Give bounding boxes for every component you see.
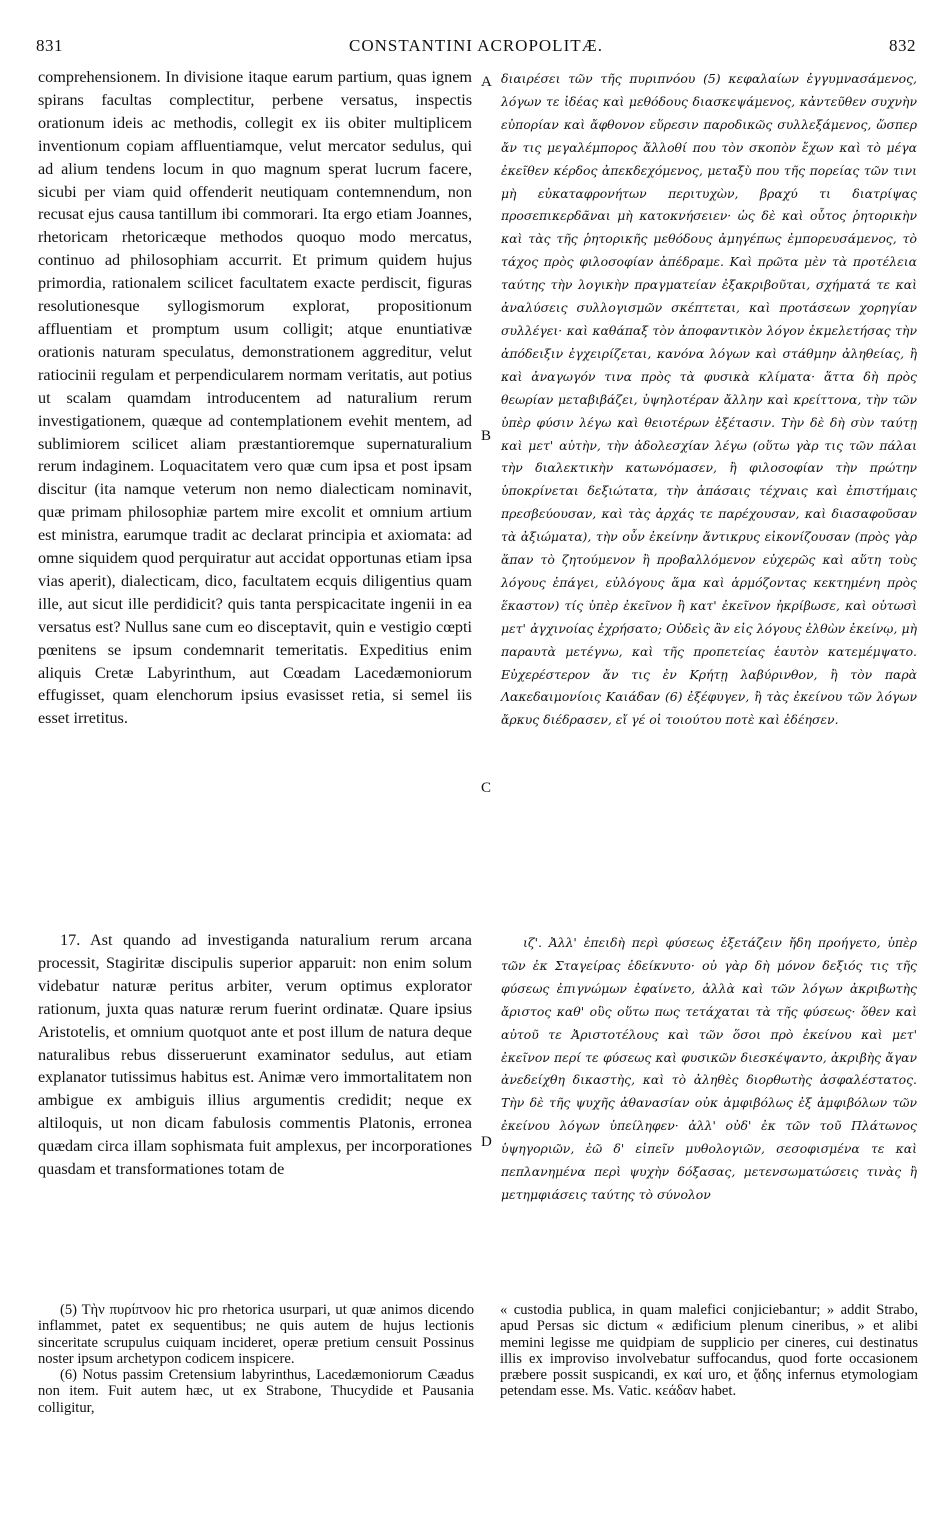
footnote-6-continued: « custodia publica, in quam malefici conjiciebantur; » addit Strabo, apud Persas sic dictum « ædificium plenum cineribus, » et alibi memini legisse me quidpiam de supplicio per cineres, cui destinatus illis ex improviso involvebatur suffocandus, quod forte occasionem præbere possit suspicandi, ex καί uro, et ᾅδης infernus etymologiam petendam esse. Ms. Vatic. κεάδαν habet. [500,1302,918,1400]
margin-letter-b: B [481,428,492,444]
margin-letter-d: D [481,1134,492,1150]
footnotes-right [500,1302,918,1400]
margin-letter-a: A [481,74,492,90]
latin-column-main [38,66,472,730]
greek-column-main [501,68,917,732]
page-number-left: 831 [36,36,63,55]
footnote-5: (5) Τὴν πυρίπνοον hic pro rhetorica usurpari, ut quæ animos dicendo inflammet, patet ex sequentibus; ne quis autem de hujus lectionis sinceritate scrupulus cuiquam incideret, operæ pretium censuit Possinus noster ipsum archetypon codicem inspicere. [38,1302,474,1367]
greek-section-17: ιζ'. Ἀλλ' ἐπειδὴ περὶ φύσεως ἐξετάζειν ἤδη προήγετο, ὑπὲρ τῶν ἐκ Σταγείρας ἐδείκνυτο· οὐ γὰρ δὴ μόνον δεξιός τις τῆς φύσεως ἐπιγνώμων ἐφαίνετο, ἀλλὰ καὶ τῶν λόγων ἀκριβωτὴς ἄριστος καθ' οὓς οὕτω πως τετάχαται τὰ τῆς φύσεως· ὅθεν καὶ αὐτοῦ τε Ἀριστοτέλους καὶ τῶν ὅσοι πρὸ ἐκείνου καὶ μετ' ἐκεῖνον περί τε φύσεως καὶ φυσικῶν διεσκέψαντο, ἀκριβὴς ἄγαν ἀνεδείχθη δικαστὴς, καὶ τὸ ἀληθὲς διορθωτὴς ἀσφαλέστατος. Τὴν δὲ τῆς ψυχῆς ἀθανασίαν οὐκ ἀμφιβόλως ἐξ ἀμφιβόλων τῶν ἐκείνου λόγων ὑπείληφεν· ἀλλ' οὐδ' ἐκ τῶν τοῦ Πλάτωνος ὑψηγοριῶν, ἐῶ δ' εἰπεῖν μυθολογιῶν, σεσοφισμένα τε καὶ πεπλανημένα περὶ ψυχὴν δόξασας, μετενσωματώσεις τινὰς ἢ μετημφιάσεις ταύτης τὸ σύνολον [501,935,917,1202]
latin-column-section-17 [38,929,472,1181]
greek-paragraph: διαιρέσει τῶν τῆς πυριπνόου (5) κεφαλαίων ἐγγυμνασάμενος, λόγων τε ἰδέας καὶ μεθόδους διασκεψάμενος, κἀντεῦθεν συχνὴν εὐπορίαν καὶ ἄφθονον εὕρεσιν παροδικῶς συλλεξάμενος, ὥσπερ ἄν τις μεγαλέμπορος ἄλλοθί που τὸν σκοπὸν ἔχων καὶ τὸ μέγα ἐκεῖθεν κέρδος ἀπεκδεχόμενος, μεταξὺ που τῆς πορείας τῶν τινι μὴ εὐκαταφρονήτων περιτυχὼν, βραχύ τι διατρίψας προσεπικερδᾶναι μὴ κατοκνήσειεν· ὡς δὲ καὶ οὗτος ῥητορικὴν καὶ τὰς τῆς ῥητορικῆς μεθόδους ἀμηγέπως ἐμπορευσάμενος, τὸ τάχος πρὸς φιλοσοφίαν ἀπέδραμε. Καὶ πρῶτα μὲν τὰ προτέλεια ταύτης τὴν λογικὴν πραγματείαν ἐξακριβοῦται, σχήματά τε καὶ ἀναλύσεις συλλογισμῶν σκέπτεται, καὶ προτάσεων χορηγίαν συλλέγει· καὶ καθάπαξ τὸν ἀποφαντικὸν λόγον ἐκμελετήσας τὴν ἀπόδειξιν ἐγχειρίζεται, κανόνα λόγων καὶ στάθμην ἀληθείας, ἢ καὶ ἀναγωγόν τινα πρὸς τὰ φυσικὰ κλίματα· ἅττα δὴ πρὸς θεωρίαν μεταβιβάζει, ὑψηλοτέραν ἄλλην καὶ κρείττονα, τὴν τῶν ὑπὲρ φύσιν λέγω καὶ θειοτέρων ἐξέτασιν. Τὴν δὲ δὴ σὺν ταύτῃ καὶ μετ' αὐτὴν, τὴν ἀδολεσχίαν λέγω (οὕτω γὰρ τις τῶν πάλαι τὴν διαλεκτικὴν κατωνόμασεν, ἢ φιλοσοφίαν τὴν πρώτην ὑποκρίνεται δεξιώτατα, τὴν ἁπάσαις τέχναις καὶ ἐπιστήμαις πρεσβεύουσαν, καὶ τὰς ἀρχάς τε παρέχουσαν, καὶ διασαφοῦσαν τὰ ἀξιώματα), τὴν οὖν ἐκείνην ἄντικρυς εἰκονίζουσαν (πρὸς γὰρ ἅπαν τὸ ζητούμενον ἢ προβαλλόμενον εὐχερῶς καὶ αὕτη τοὺς λόγους ἐπάγει, εὐλόγους ἅμα καὶ ἁρμόζοντας κεκτημένη πρὸς ἕκαστον) τίς ὑπὲρ ἐκεῖνον ἢ κατ' ἐκεῖνον ἠκρίβωσε, καὶ οὑτωσὶ μετ' ἀγχινοίας ἐχρήσατο; Οὐδεὶς ἂν εἰς λόγους ἐλθὼν ἐκείνῳ, μὴ παραυτὰ μετέγνω, καὶ τῆς προπετείας ἑαυτὸν κατεμέμψατο. Εὐχερέστερον ἄν τις ἐν Κρήτῃ λαβύρινθον, ἢ τὸν παρὰ Λακεδαιμονίοις Καιάδαν (6) ἐξέφυγεν, ἢ τὰς ἐκείνου τῶν λόγων ἄρκυς διέδρασεν, εἴ γέ οἱ τοιούτου ποτὲ καὶ ἐδέησεν. [501,71,917,728]
page-header [36,36,916,58]
running-title: CONSTANTINI ACROPOLITÆ. [349,36,603,55]
greek-column-section-17 [501,932,917,1207]
page-number-right: 832 [889,36,916,55]
margin-letter-c: C [481,780,492,796]
latin-section-17: 17. Ast quando ad investiganda naturalium rerum arcana processit, Stagiritæ discipulis superior apparuit: non enim solum videbatur naturæ peritus arbiter, verum optimus explorator rationum, juxta quas naturæ rerum fuerint ordinatæ. Quare ipsius Aristotelis, et omnium quotquot ante et post illum de natura deque naturalibus rebus disseruerunt examinator sedulus, aut etiam explanator tutissimus habitus est. Animæ vero immortalitatem non ambigue ex ambiguis illius argumentis credidit; neque ex altiloquis, ut non dicam fabulosis commentis Platonis, erronea quædam circa illam sophismata fuit amplexus, per incorporationes quasdam et transformationes totam de [38,931,472,1179]
footnotes-left [38,1302,474,1416]
footnote-6: (6) Notus passim Cretensium labyrinthus, Lacedæmoniorum Cæadus non item. Fuit autem hæc, ut ex Strabone, Thucydide et Pausania colligitur, [38,1367,474,1416]
latin-paragraph: comprehensionem. In divisione itaque earum partium, quas ignem spirans facultas complectitur, perbene versatus, inspectis orationum ideis ac methodis, collegit ex iis obiter multiplicem inventionum copiam affluentiamque, velut mercator sedulus, qui ad alium tendens locum in quo magnum sperat lucrum facere, sicubi per viam quid offenderit neutiquam contemnendum, non recusat ejus causa tantillum ibi commorari. Ita ergo etiam Joannes, rhetoricam rhetoricæque methodos quoquo modo mercatus, continuo ad philosophiam accurrit. Et primum quidem hujus primordia, rationalem scilicet facultatem exacte perdiscit, figuras resolutionesque syllogismorum explorat, propositionum affluentiam et promptum usum colligit; atque enuntiativæ orationis naturam speculatus, demonstrationem aggreditur, velut ratiocinii regulam et perpendicularem normam veritatis, aut potius ut scalam quamdam introducentem ad naturalium rerum investigationem, quæque ad contemplationem evehit mentem, ad sublimiorem scilicet aliam præstantioremque supernaturalium rerum indaginem. Loquacitatem vero quæ cum ipsa et post ipsam discitur (ita namque veterum non nemo dialecticam nominavit, quæ primam philosophiæ partem mire excolit et omnium artium est ministra, earumque tradit ac declarat principia et axiomata: ad omne siquidem quod perquiratur aut accidat opportunas etiam ipsa vias aperit), dialecticam, dico, facultatem ecquis diligentius quam ille, aut sicut ille perdidicit? quis tanta perspicacitate ingenii in ea versatus est? Nullus sane cum eo disceptavit, quin e vestigio cœpti pœnitens se ipsum condemnarit temeritatis. Expeditius enim aliquis Cretæ Labyrinthum, aut Cœadam Lacedæmoniorum effugisset, quam elenchorum ipsius evasisset retia, si semel iis esset irretitus. [38,68,472,728]
